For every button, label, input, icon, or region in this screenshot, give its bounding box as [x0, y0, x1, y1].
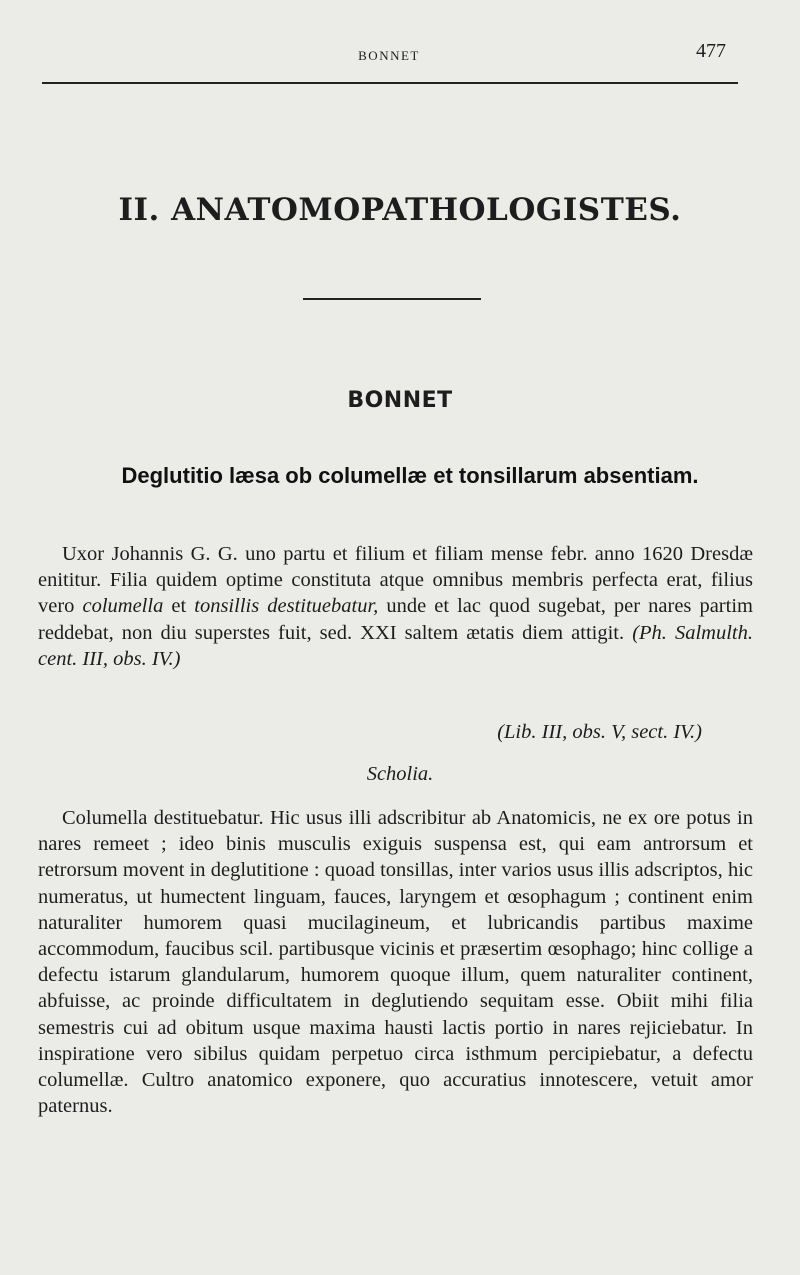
- case-subtitle: Deglutitio læsa ob columellæ et tonsillarum absentiam.: [121, 463, 699, 488]
- case-text-part: Uxor Johannis G. G. uno partu et filium et filiam mense febr. anno 1620 Dresdæ enititur. Filia quidem optime constituta atque omnibus membris perfecta erat, filius vero: [38, 543, 753, 618]
- case-citation: (Ph. Salmulth. cent. III, obs. IV.): [38, 621, 753, 670]
- running-head: [40, 38, 738, 68]
- page-number: 477: [696, 40, 726, 62]
- scholia-paragraph: Columella destituebatur. Hic usus illi adscribitur ab Anatomicis, ne ex ore potus in nares remeet ; ideo binis musculis exiguis suspensa est, qui eam antrorsum et retrorsum movent in deglutitione : quoad tonsillas, inter varios usus illis adscriptos, hic numeratus, ut humectent linguam, fauces, laryngem et œsophagum ; continent enim naturaliter humorem quasi mucilagineum, et lubricandis partibus maxime accommodum, faucibus scil. partibusque vicinis et præsertim œsophago; hinc collige a defectu istarum glandularum, humorem quoque illum, quem naturaliter continent, abfuisse, ac proinde difficultatem in deglutiendo sequitam esse. Obiit mihi filia semestris cui ad obitum usque maxima hausti lactis portio in nares rejiciebatur. In inspiratione vero sibilus quidam perpetuo circa isthmum percipiebatur, a defectu columellæ. Cultro anatomico exponere, quo accuratius innotescere, vetuit amor paternus.: [38, 807, 753, 1118]
- case-paragraph: [38, 541, 753, 672]
- header-rule: [42, 82, 738, 84]
- section-title: II. ANATOMOPATHOLOGISTES.: [118, 192, 682, 228]
- case-text-italic: tonsillis destituebatur,: [194, 595, 379, 618]
- section-divider: [303, 298, 481, 300]
- running-title: BONNET: [358, 48, 420, 63]
- case-reference: (Lib. III, obs. V, sect. IV.): [497, 721, 702, 743]
- scholia-heading: Scholia.: [366, 763, 434, 785]
- case-text-part: et: [163, 595, 195, 618]
- author-heading: BONNET: [347, 388, 453, 413]
- case-text-italic: columella: [82, 595, 164, 618]
- case-text-part: unde et lac quod sugebat, per nares partim reddebat, non diu superstes fuit, sed. XXI saltem ætatis diem attigit.: [38, 595, 753, 644]
